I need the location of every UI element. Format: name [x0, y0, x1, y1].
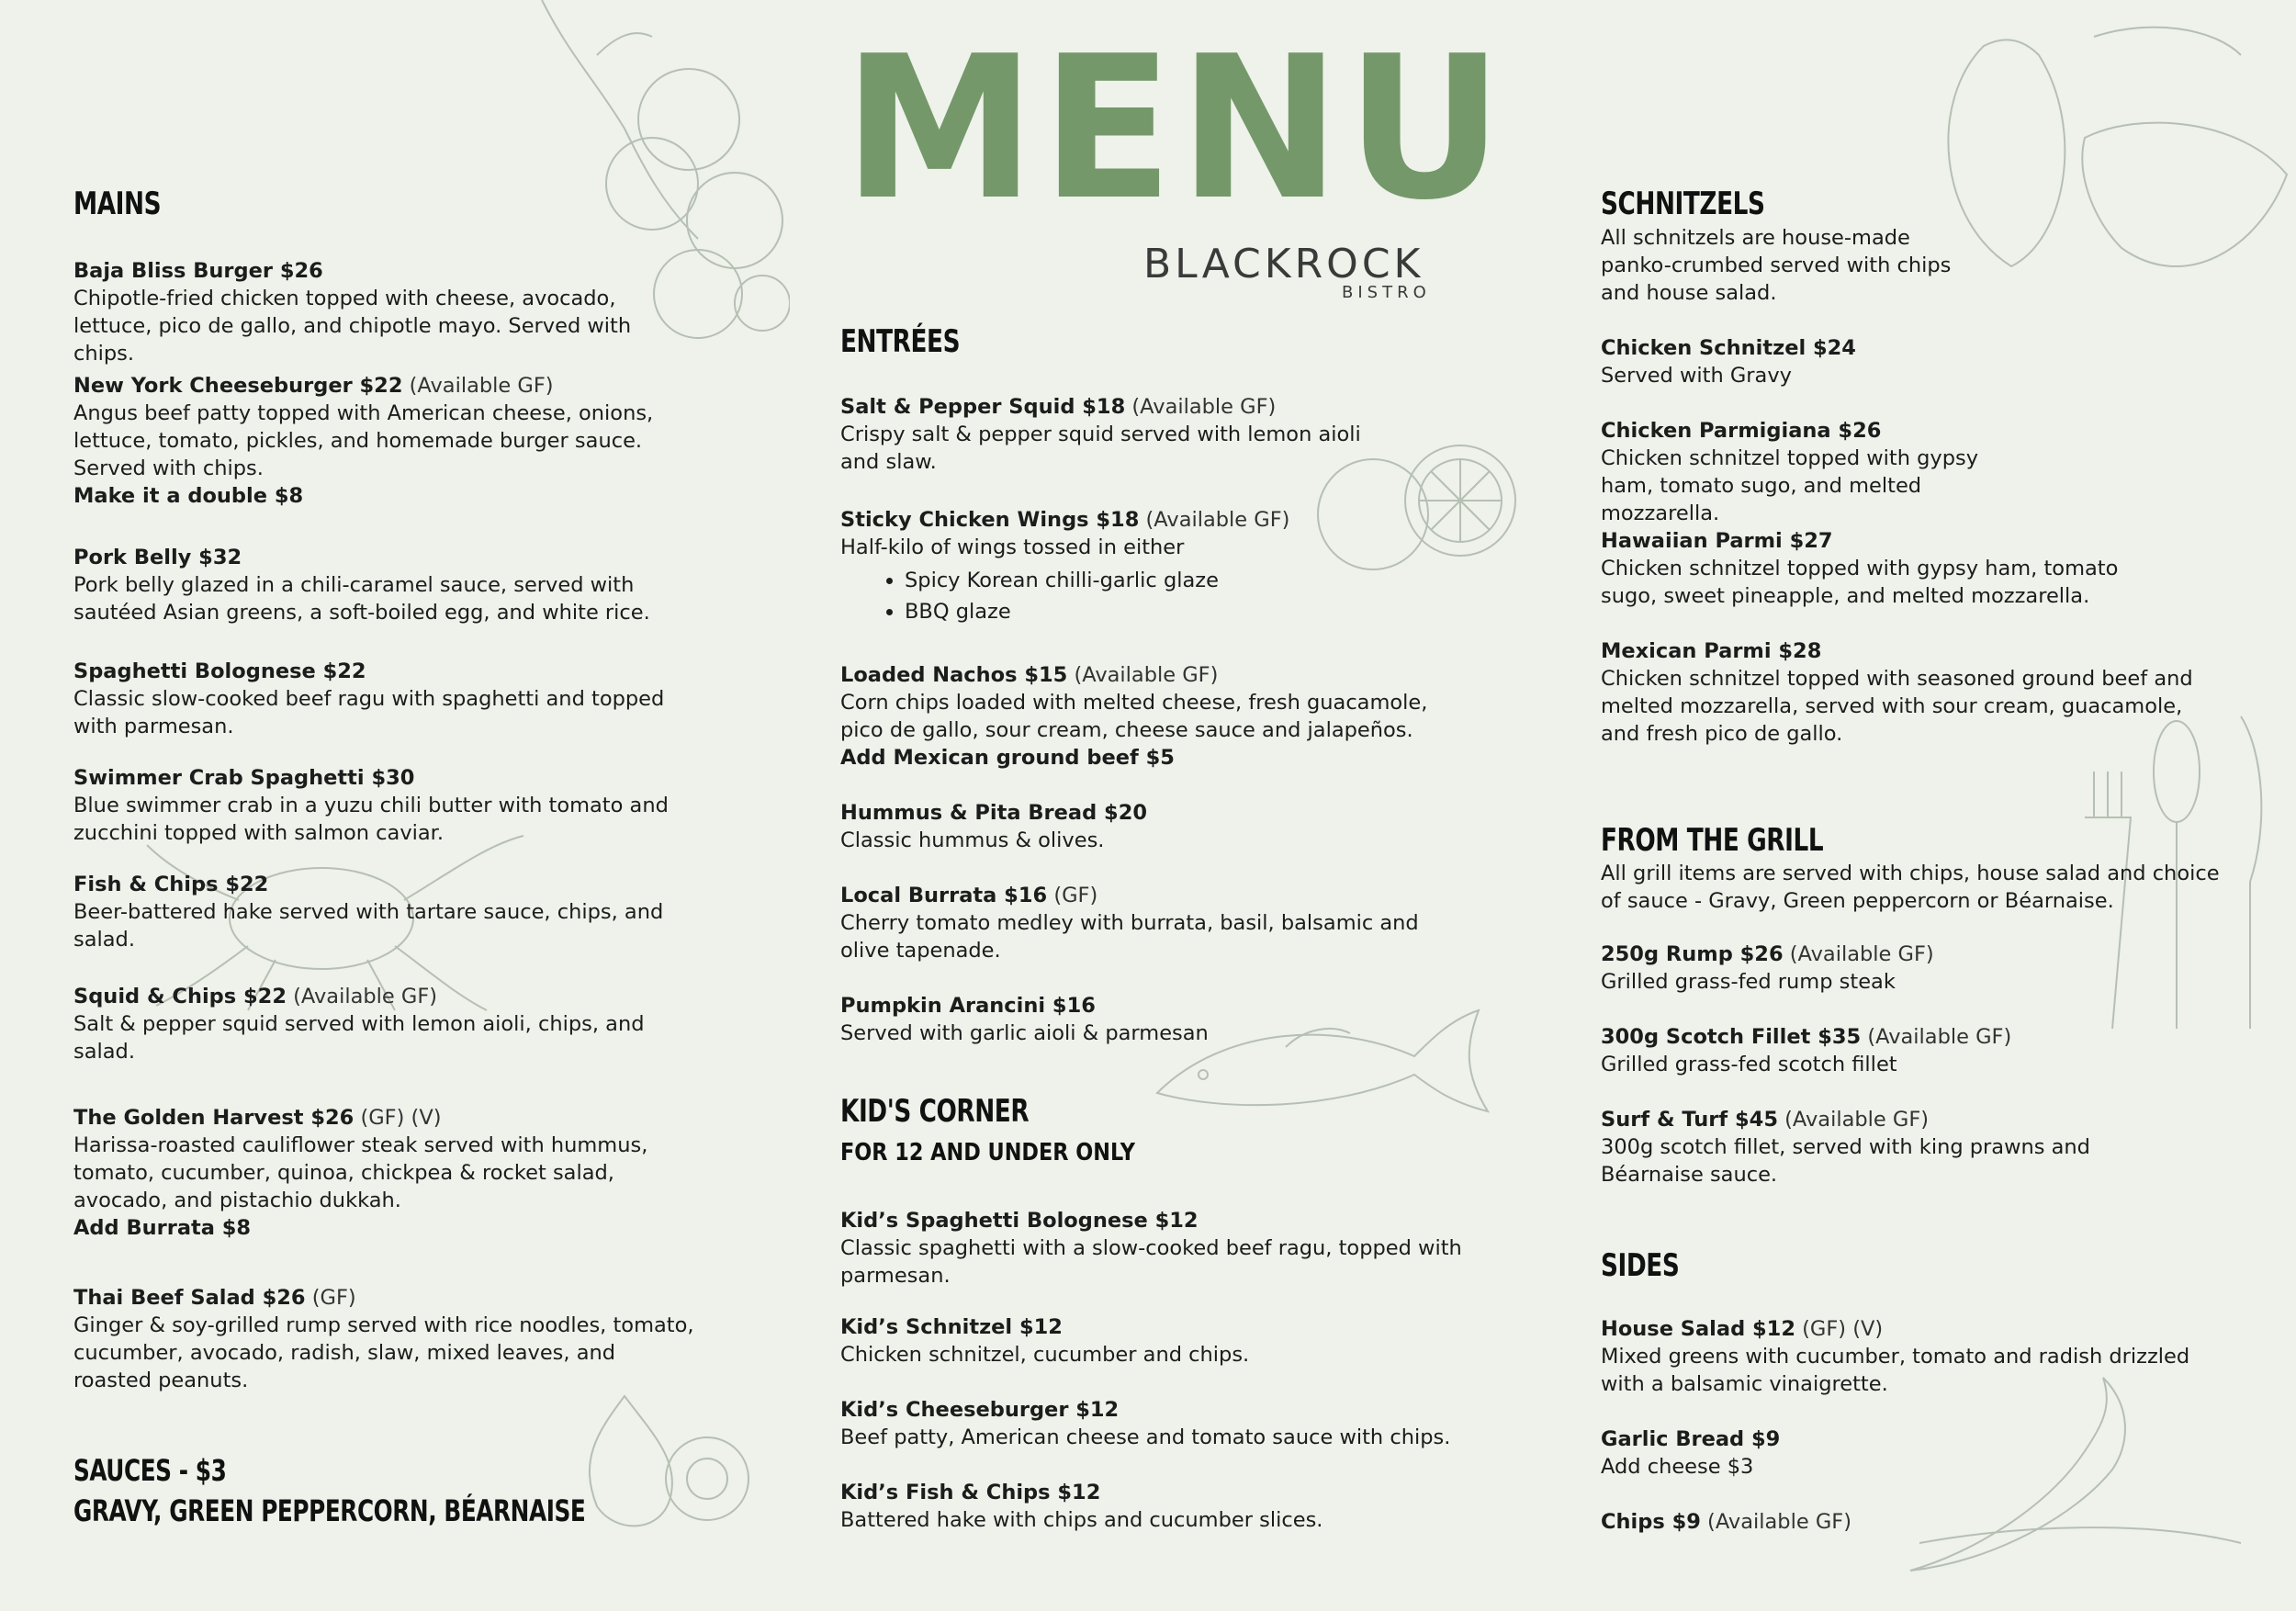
menu-item: [840, 1479, 1465, 1534]
section-intro: All grill items are served with chips, house salad and choice of sauce - Gravy, Green peppercorn or Béarnaise.: [1601, 862, 2220, 913]
item-note: (GF): [1053, 884, 1098, 907]
section-heading-mains: MAINS: [73, 186, 162, 222]
menu-item: [73, 1284, 698, 1394]
item-description: Chicken schnitzel, cucumber and chips.: [840, 1343, 1250, 1367]
item-title: Pork Belly $32: [73, 546, 242, 569]
item-title: Mexican Parmi $28: [1601, 639, 1822, 663]
item-description: Chicken schnitzel topped with seasoned ground beef and melted mozzarella, served with sour cream, guacamole, and fresh pico de gallo.: [1601, 667, 2193, 746]
garlic-icon: [560, 1378, 762, 1543]
item-extra: Make it a double $8: [73, 484, 304, 508]
brand-name: BLACKROCK: [1143, 241, 1424, 287]
item-title: Swimmer Crab Spaghetti $30: [73, 766, 415, 790]
option-item: • Spicy Korean chilli-garlic glaze: [905, 565, 1465, 596]
item-description: Chicken schnitzel topped with gypsy ham, tomato sugo, sweet pineapple, and melted mozzarella.: [1601, 557, 2119, 608]
brand-subtitle: BISTRO: [1342, 283, 1431, 302]
menu-item: [840, 882, 1465, 964]
option-item: • BBQ glaze: [905, 596, 1465, 627]
item-note: (Available GF): [1789, 942, 1934, 966]
item-title: Baja Bliss Burger $26: [73, 259, 323, 283]
item-extra: Add Burrata $8: [73, 1216, 252, 1240]
menu-item: [1601, 334, 2225, 389]
item-title: Chips $9: [1601, 1510, 1701, 1534]
menu-title: MENU: [843, 13, 1509, 243]
item-note: (Available GF): [1867, 1025, 2012, 1049]
item-note: (Available GF): [1131, 395, 1277, 419]
item-description: Add cheese $3: [1601, 1455, 1754, 1479]
menu-item: [1601, 637, 2225, 748]
item-description: Classic slow-cooked beef ragu with spaghetti and topped with parmesan.: [73, 687, 665, 738]
item-note: (Available GF): [1784, 1108, 1930, 1132]
item-note: (GF) (V): [1802, 1317, 1884, 1341]
item-description: Salt & pepper squid served with lemon aioli, chips, and salad.: [73, 1012, 645, 1064]
item-title: Kid’s Schnitzel $12: [840, 1315, 1063, 1339]
item-title: Kid’s Spaghetti Bolognese $12: [840, 1209, 1199, 1233]
item-description: 300g scotch fillet, served with king prawns and Béarnaise sauce.: [1601, 1135, 2090, 1187]
menu-item: [73, 372, 698, 510]
item-description: Served with garlic aioli & parmesan: [840, 1021, 1209, 1045]
sauces-list: GRAVY, GREEN PEPPERCORN, BÉARNAISE: [73, 1493, 586, 1528]
menu-item: [840, 661, 1465, 772]
item-description: Crispy salt & pepper squid served with lemon aioli and slaw.: [840, 422, 1361, 474]
item-description: Pork belly glazed in a chili-caramel sauce, served with sautéed Asian greens, a soft-boiled egg, and white rice.: [73, 573, 650, 625]
menu-item: [1601, 1106, 2225, 1189]
item-description: Beer-battered hake served with tartare sauce, chips, and salad.: [73, 900, 664, 952]
item-description: Beef patty, American cheese and tomato sauce with chips.: [840, 1425, 1451, 1449]
menu-item: [840, 393, 1465, 476]
menu-item: [1601, 941, 2225, 996]
item-description: Half-kilo of wings tossed in either: [840, 535, 1185, 559]
menu-item: [840, 1396, 1465, 1451]
item-extra: Add Mexican ground beef $5: [840, 746, 1175, 770]
item-title: New York Cheeseburger $22: [73, 374, 403, 398]
item-description: Ginger & soy-grilled rump served with rice noodles, tomato, cucumber, avocado, radish, slaw, mixed leaves, and roasted peanuts.: [73, 1313, 694, 1392]
item-title: Salt & Pepper Squid $18: [840, 395, 1126, 419]
item-note: (GF): [311, 1286, 356, 1310]
item-description: Classic hummus & olives.: [840, 828, 1105, 852]
menu-item: [1601, 1023, 2225, 1078]
item-description: Grilled grass-fed scotch fillet: [1601, 1053, 1897, 1076]
item-title: Hummus & Pita Bread $20: [840, 801, 1148, 825]
menu-item: [840, 992, 1465, 1047]
item-title: 250g Rump $26: [1601, 942, 1784, 966]
section-heading-entrees: ENTRÉES: [840, 323, 961, 360]
item-title: Loaded Nachos $15: [840, 663, 1068, 687]
menu-item: [73, 764, 698, 847]
item-description: Angus beef patty topped with American cheese, onions, lettuce, tomato, pickles, and homemade burger sauce. Served with chips.: [73, 401, 654, 480]
item-title: 300g Scotch Fillet $35: [1601, 1025, 1862, 1049]
kids-subheading: FOR 12 AND UNDER ONLY: [840, 1139, 1135, 1166]
item-title: Fish & Chips $22: [73, 873, 269, 896]
menu-item: [1601, 527, 2225, 610]
sauce-options: [840, 565, 1465, 627]
item-description: Harissa-roasted cauliflower steak served with hummus, tomato, cucumber, quinoa, chickpea & rocket salad, avocado, and pistachio dukkah.: [73, 1133, 648, 1212]
item-title: Surf & Turf $45: [1601, 1108, 1778, 1132]
menu-item: [840, 1207, 1465, 1290]
sauces-heading: SAUCES - $3: [73, 1453, 227, 1488]
item-title: Kid’s Fish & Chips $12: [840, 1481, 1101, 1504]
menu-item: [1601, 1425, 2225, 1481]
menu-item: [1601, 1508, 2225, 1536]
item-title: Hawaiian Parmi $27: [1601, 529, 1833, 553]
menu-item: [1601, 1315, 2225, 1398]
item-description: Grilled grass-fed rump steak: [1601, 970, 1896, 994]
menu-item: [73, 983, 698, 1065]
item-note: (Available GF): [293, 985, 438, 1008]
item-description: Served with Gravy: [1601, 364, 1792, 388]
item-title: Kid’s Cheeseburger $12: [840, 1398, 1120, 1422]
item-title: Chicken Parmigiana $26: [1601, 419, 1882, 443]
item-title: Garlic Bread $9: [1601, 1427, 1781, 1451]
item-title: Sticky Chicken Wings $18: [840, 508, 1140, 532]
menu-item: [840, 799, 1465, 854]
item-title: Local Burrata $16: [840, 884, 1048, 907]
item-title: Spaghetti Bolognese $22: [73, 659, 366, 683]
menu-item: [73, 257, 698, 367]
menu-item: [73, 544, 698, 626]
menu-item: [73, 871, 698, 953]
item-description: Classic spaghetti with a slow-cooked beef ragu, topped with parmesan.: [840, 1236, 1462, 1288]
menu-item: [840, 1313, 1465, 1369]
section-heading-kids: KID'S CORNER: [840, 1093, 1030, 1130]
item-description: Chicken schnitzel topped with gypsy ham, tomato sugo, and melted mozzarella.: [1601, 446, 1979, 525]
item-description: Battered hake with chips and cucumber slices.: [840, 1508, 1323, 1532]
item-description: Corn chips loaded with melted cheese, fresh guacamole, pico de gallo, sour cream, cheese sauce and jalapeños.: [840, 691, 1428, 742]
menu-item: [73, 658, 698, 740]
pasta-icon: [1910, 18, 2296, 367]
item-note: (Available GF): [409, 374, 554, 398]
item-note: (Available GF): [1074, 663, 1219, 687]
section-heading-grill: FROM THE GRILL: [1601, 822, 1824, 859]
menu-item: [73, 1104, 698, 1242]
item-description: Chipotle-fried chicken topped with cheese, avocado, lettuce, pico de gallo, and chipotle mayo. Served with chips.: [73, 287, 632, 366]
section-intro: All schnitzels are house-made panko-crumbed served with chips and house salad.: [1601, 226, 1952, 305]
item-title: Squid & Chips $22: [73, 985, 287, 1008]
menu-item: [1601, 417, 2225, 527]
item-title: Chicken Schnitzel $24: [1601, 336, 1856, 360]
item-title: Thai Beef Salad $26: [73, 1286, 306, 1310]
item-description: Blue swimmer crab in a yuzu chili butter with tomato and zucchini topped with salmon caviar.: [73, 794, 669, 845]
item-note: (Available GF): [1145, 508, 1290, 532]
item-title: The Golden Harvest $26: [73, 1106, 355, 1130]
menu-item: [840, 506, 1465, 627]
item-note: (Available GF): [1707, 1510, 1851, 1534]
item-description: Mixed greens with cucumber, tomato and radish drizzled with a balsamic vinaigrette.: [1601, 1345, 2190, 1396]
item-title: Pumpkin Arancini $16: [840, 994, 1096, 1018]
section-heading-schnitzels: SCHNITZELS: [1601, 186, 1765, 222]
item-title: House Salad $12: [1601, 1317, 1795, 1341]
item-note: (GF) (V): [360, 1106, 442, 1130]
section-heading-sides: SIDES: [1601, 1247, 1680, 1284]
item-description: Cherry tomato medley with burrata, basil, balsamic and olive tapenade.: [840, 911, 1419, 963]
